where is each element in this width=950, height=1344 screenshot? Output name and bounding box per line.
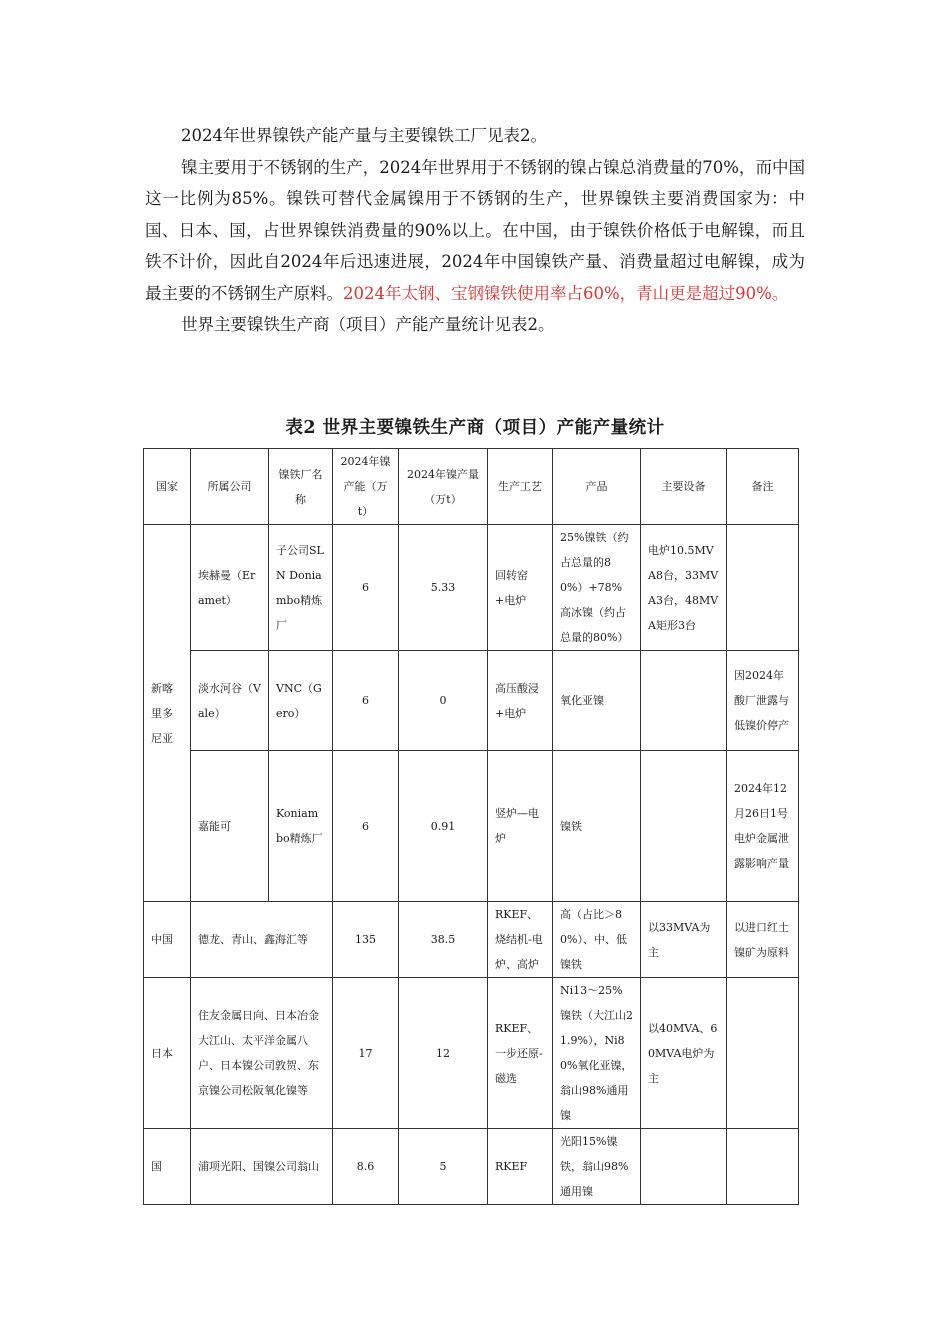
cell-product: 氧化亚镍 [553,651,641,751]
table-row [144,978,799,1129]
cell-country: 中国 [144,902,191,978]
cell-product: 光阳15%镍铁，翁山98%通用镍 [553,1129,641,1205]
cell-company: 浦项光阳、国镍公司翁山 [191,1129,333,1205]
cell-output: 12 [399,978,488,1129]
cell-product: 25%镍铁（约占总量的80%）+78%高冰镍（约占总量的80%） [553,525,641,651]
paragraph-table-ref: 世界主要镍铁生产商（项目）产能产量统计见表2。 [181,315,555,334]
cell-equipment [641,1129,727,1205]
cell-remark: 因2024年酸厂泄露与低镍价停产 [727,651,799,751]
table-row [144,751,799,902]
cell-capacity: 8.6 [333,1129,399,1205]
cell-equipment [641,651,727,751]
table-header-row [144,449,799,525]
cell-remark [727,1129,799,1205]
cell-country: 新喀里多尼亚 [144,525,191,902]
paragraph-consumption [145,152,805,310]
table-row [144,525,799,651]
cell-remark: 以进口红土镍矿为原料 [727,902,799,978]
body-text [145,120,805,341]
cell-remark: 2024年12月26日1号电炉金属泄露影响产量 [727,751,799,902]
cell-capacity: 17 [333,978,399,1129]
cell-product: 镍铁 [553,751,641,902]
table-row [144,1129,799,1205]
cell-process: 高压酸浸+电炉 [488,651,553,751]
cell-equipment [641,751,727,902]
header-company: 所属公司 [191,449,269,525]
cell-company: 淡水河谷（Vale） [191,651,269,751]
header-plant: 镍铁厂名称 [269,449,333,525]
cell-plant: 子公司SLN Doniambo精炼厂 [269,525,333,651]
cell-output: 38.5 [399,902,488,978]
cell-output: 5.33 [399,525,488,651]
cell-capacity: 135 [333,902,399,978]
cell-equipment: 以33MVA为主 [641,902,727,978]
cell-company: 住友金属日向、日本冶金大江山、太平洋金属八户、日本镍公司敦贺、东京镍公司松阪氧化镍等 [191,978,333,1129]
table-row [144,902,799,978]
cell-equipment: 以40MVA、60MVA电炉为主 [641,978,727,1129]
cell-product: Ni13～25%镍铁（大江山21.9%），Ni80%氧化亚镍，翁山98%通用镍 [553,978,641,1129]
cell-country: 日本 [144,978,191,1129]
header-product: 产品 [553,449,641,525]
cell-output: 0 [399,651,488,751]
cell-output: 0.91 [399,751,488,902]
cell-process: RKEF、烧结机-电炉、高炉 [488,902,553,978]
cell-capacity: 6 [333,651,399,751]
paragraph-highlight: 2024年太钢、宝钢镍铁使用率占60%，青山更是超过90%。 [343,283,789,303]
cell-process: 竖炉—电炉 [488,751,553,902]
paragraph-intro: 2024年世界镍铁产能产量与主要镍铁工厂见表2。 [181,126,547,145]
cell-equipment: 电炉10.5MVA8台，33MVA3台，48MVA矩形3台 [641,525,727,651]
header-country: 国家 [144,449,191,525]
cell-process: RKEF、一步还原-磁选 [488,978,553,1129]
header-equipment: 主要设备 [641,449,727,525]
cell-output: 5 [399,1129,488,1205]
cell-product: 高（占比＞80%）、中、低镍铁 [553,902,641,978]
cell-remark [727,525,799,651]
header-output: 2024年镍产量（万t） [399,449,488,525]
cell-remark [727,978,799,1129]
cell-process: 回转窑+电炉 [488,525,553,651]
cell-country: 国 [144,1129,191,1205]
cell-plant: VNC（Gero） [269,651,333,751]
cell-company: 德龙、青山、鑫海汇等 [191,902,333,978]
header-capacity: 2024年镍产能（万t） [333,449,399,525]
cell-company: 嘉能可 [191,751,269,902]
header-remark: 备注 [727,449,799,525]
table-row [144,651,799,751]
cell-company: 埃赫曼（Eramet） [191,525,269,651]
cell-capacity: 6 [333,525,399,651]
header-process: 生产工艺 [488,449,553,525]
cell-capacity: 6 [333,751,399,902]
paragraph-consumption-text: 镍主要用于不锈钢的生产，2024年世界用于不锈钢的镍占镍总消费量的70%，而中国这一比例为85%。镍铁可替代金属镍用于不锈钢的生产，世界镍铁主要消费国家为：中国、日本、国，占世界镍铁消费量的90%以上。在中国，由于镍铁价格低于电解镍，而且铁不计价，因此自2024年后迅速进展，2024年中国镍铁产量、消费量超过电解镍，成为最主要的不锈钢生产原料。 [145,157,805,303]
table-caption: 表2 世界主要镍铁生产商（项目）产能产量统计 [285,418,665,438]
nickel-producer-table [143,448,799,1205]
cell-process: RKEF [488,1129,553,1205]
cell-plant: Koniambo精炼厂 [269,751,333,902]
